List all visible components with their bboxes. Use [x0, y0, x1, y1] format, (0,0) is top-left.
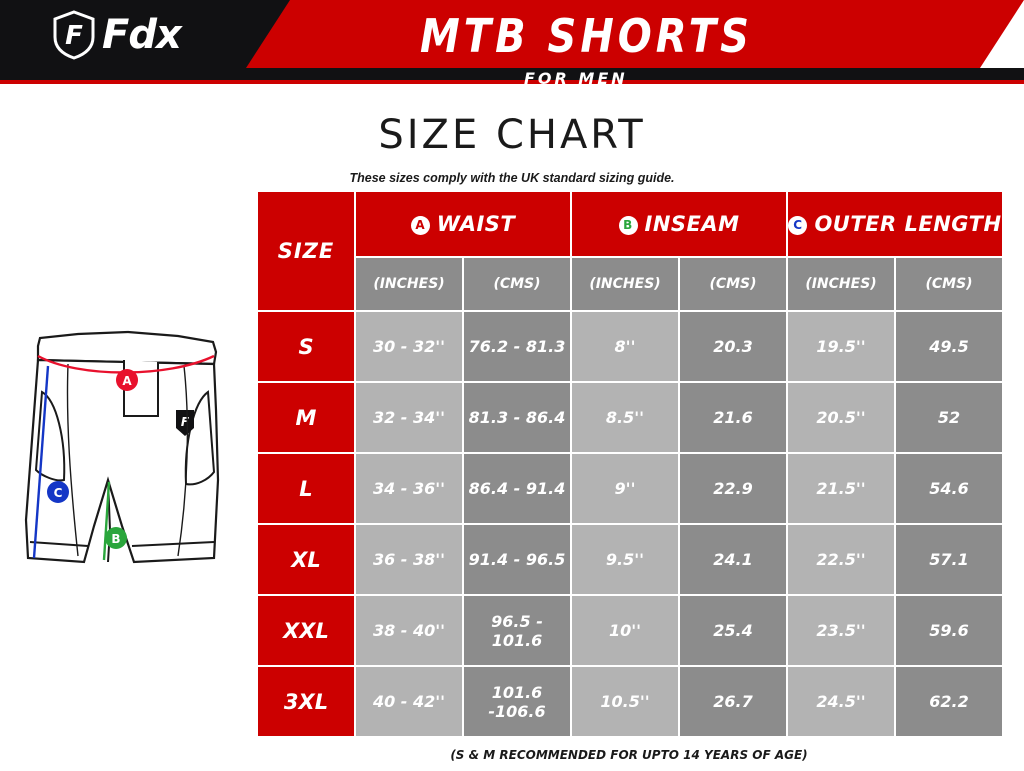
row-size: 3XL: [257, 666, 355, 737]
cell-inseam-cms: 26.7: [679, 666, 787, 737]
cell-waist-inches: 34 - 36'': [355, 453, 463, 524]
cell-waist-cms: 76.2 - 81.3: [463, 311, 571, 382]
cell-outer-inches: 22.5'': [787, 524, 895, 595]
cell-waist-cms: 96.5 - 101.6: [463, 595, 571, 666]
cell-outer-inches: 19.5'': [787, 311, 895, 382]
header-group-inseam-label: INSEAM: [644, 212, 740, 236]
cell-outer-cms: 57.1: [895, 524, 1003, 595]
header-unit-outer-cms: (CMS): [895, 257, 1003, 311]
cell-outer-cms: 59.6: [895, 595, 1003, 666]
cell-inseam-inches: 9.5'': [571, 524, 679, 595]
header-unit-waist-cms: (CMS): [463, 257, 571, 311]
badge-c-icon: C: [788, 216, 807, 235]
cell-inseam-cms: 20.3: [679, 311, 787, 382]
brand-name: Fdx: [102, 12, 181, 58]
size-chart-table-wrapper: [256, 190, 1002, 738]
header-unit-waist-inches: (INCHES): [355, 257, 463, 311]
svg-text:F: F: [65, 21, 83, 51]
header-unit-inseam-cms: (CMS): [679, 257, 787, 311]
svg-text:F: F: [180, 415, 190, 429]
cell-inseam-cms: 22.9: [679, 453, 787, 524]
badge-b-icon: B: [619, 216, 638, 235]
row-size: M: [257, 382, 355, 453]
row-size: S: [257, 311, 355, 382]
sizing-note: These sizes comply with the UK standard sizing guide.: [349, 171, 675, 185]
table-row: [257, 524, 1003, 595]
table-row: [257, 666, 1003, 737]
badge-a-icon: A: [411, 216, 430, 235]
header-group-waist: [355, 191, 571, 257]
row-size: XXL: [257, 595, 355, 666]
cell-waist-cms: 86.4 - 91.4: [463, 453, 571, 524]
cell-waist-inches: 30 - 32'': [355, 311, 463, 382]
cell-waist-cms: 91.4 - 96.5: [463, 524, 571, 595]
header-size: SIZE: [257, 191, 355, 311]
table-row: [257, 595, 1003, 666]
header-group-waist-label: WAIST: [436, 212, 516, 236]
cell-outer-cms: 62.2: [895, 666, 1003, 737]
cell-outer-inches: 24.5'': [787, 666, 895, 737]
cell-inseam-inches: 10'': [571, 595, 679, 666]
row-size: XL: [257, 524, 355, 595]
cell-outer-inches: 21.5'': [787, 453, 895, 524]
header-title: MTB SHORTS: [420, 10, 753, 64]
cell-waist-inches: 36 - 38'': [355, 524, 463, 595]
header-unit-inseam-inches: (INCHES): [571, 257, 679, 311]
fdx-shield-icon: [52, 10, 96, 60]
page-title: SIZE CHART: [378, 112, 646, 158]
cell-waist-inches: 38 - 40'': [355, 595, 463, 666]
svg-text:B: B: [111, 532, 121, 546]
mtb-shorts-measurement-diagram: [8, 330, 248, 590]
row-size: L: [257, 453, 355, 524]
table-header-units: [257, 257, 1003, 311]
cell-outer-cms: 49.5: [895, 311, 1003, 382]
cell-waist-cms: 101.6 -106.6: [463, 666, 571, 737]
table-row: [257, 453, 1003, 524]
cell-outer-cms: 52: [895, 382, 1003, 453]
svg-text:C: C: [53, 486, 63, 500]
cell-waist-inches: 40 - 42'': [355, 666, 463, 737]
size-chart-table: [256, 190, 1004, 738]
table-row: [257, 311, 1003, 382]
page-header: [0, 0, 1024, 88]
header-group-inseam: [571, 191, 787, 257]
header-group-outer-length: [787, 191, 1003, 257]
cell-inseam-cms: 21.6: [679, 382, 787, 453]
cell-inseam-inches: 8.5'': [571, 382, 679, 453]
cell-inseam-inches: 8'': [571, 311, 679, 382]
age-recommendation-footnote: (S & M RECOMMENDED FOR UPTO 14 YEARS OF AGE): [450, 748, 808, 762]
header-bottom-black-bar: [0, 68, 1024, 80]
header-group-outer-length-label: OUTER LENGTH: [814, 212, 1002, 236]
table-row: [257, 382, 1003, 453]
cell-outer-cms: 54.6: [895, 453, 1003, 524]
cell-inseam-cms: 25.4: [679, 595, 787, 666]
header-unit-outer-inches: (INCHES): [787, 257, 895, 311]
cell-inseam-cms: 24.1: [679, 524, 787, 595]
svg-text:A: A: [122, 374, 132, 388]
cell-inseam-inches: 9'': [571, 453, 679, 524]
cell-waist-cms: 81.3 - 86.4: [463, 382, 571, 453]
header-subtitle: FOR MEN: [524, 69, 628, 88]
table-header-groups: [257, 191, 1003, 257]
cell-waist-inches: 32 - 34'': [355, 382, 463, 453]
brand-logo: [52, 10, 181, 60]
cell-outer-inches: 23.5'': [787, 595, 895, 666]
header-bottom-red-bar: [0, 80, 1024, 84]
cell-inseam-inches: 10.5'': [571, 666, 679, 737]
cell-outer-inches: 20.5'': [787, 382, 895, 453]
